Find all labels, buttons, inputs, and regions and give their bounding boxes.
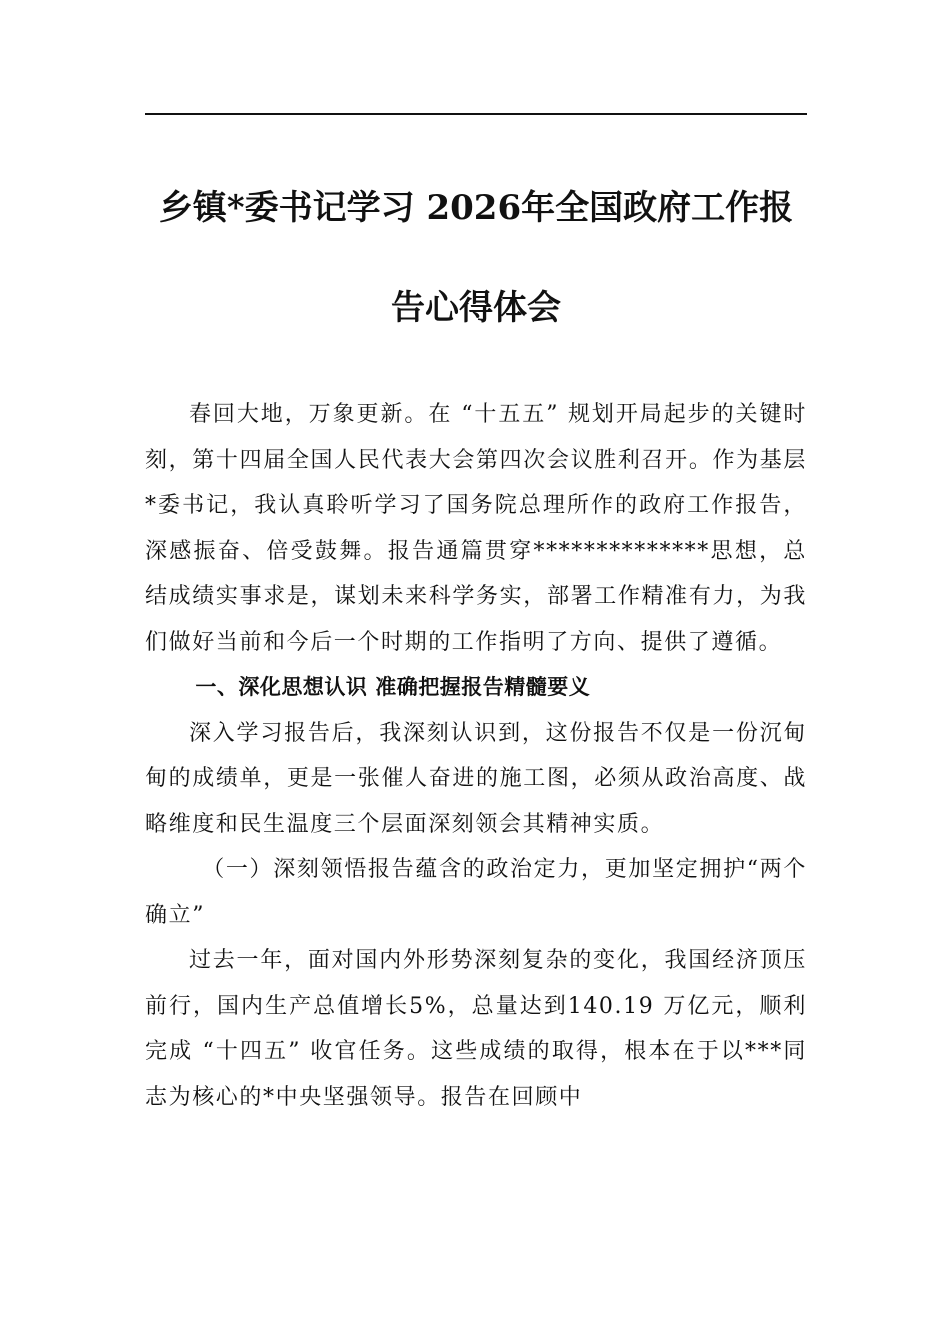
header-rule (145, 113, 807, 115)
subsection-1-paragraph: 过去一年，面对国内外形势深刻复杂的变化，我国经济顶压前行，国内生产总值增长5%，总量达到140.19 万亿元，顺利完成 “十四五” 收官任务。这些成绩的取得，根本在于以***同志为核心的*中央坚强领导。报告在回顾中 (145, 948, 807, 1110)
section-heading-1: 一、深化思想认识 准确把握报告精髓要义 (195, 675, 591, 699)
title-line-1: 乡镇*委书记学习 2026年全国政府工作报 (158, 188, 794, 228)
document-title (140, 158, 812, 358)
subsection-heading-1: （一）深刻领悟报告蕴含的政治定力，更加坚定拥护“两个确立” (145, 857, 807, 928)
title-line-2: 告心得体会 (391, 288, 561, 328)
intro-paragraph: 春回大地，万象更新。在 “十五五” 规划开局起步的关键时刻，第十四届全国人民代表大会第四次会议胜利召开。作为基层*委书记，我认真聆听学习了国务院总理所作的政府工作报告，深感振奋、倍受鼓舞。报告通篇贯穿**************思想，总结成绩实事求是，谋划未来科学务实，部署工作精准有力，为我们做好当前和今后一个时期的工作指明了方向、提供了遵循。 (145, 402, 807, 655)
section-1-paragraph: 深入学习报告后，我深刻认识到，这份报告不仅是一份沉甸甸的成绩单，更是一张催人奋进的施工图，必须从政治高度、战略维度和民生温度三个层面深刻领会其精神实质。 (145, 720, 807, 837)
document-body (145, 392, 807, 1120)
